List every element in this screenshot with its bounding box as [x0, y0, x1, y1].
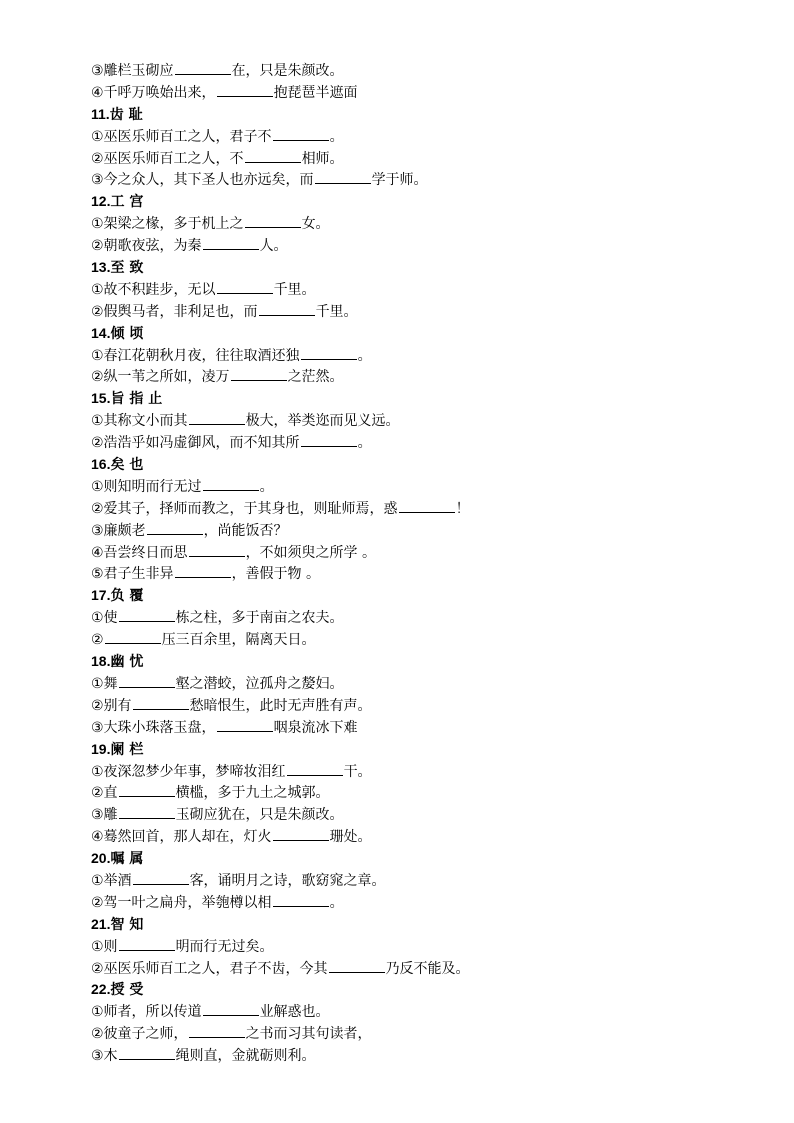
section-characters: 矣 也 — [110, 457, 144, 474]
section-heading — [91, 848, 751, 870]
fill-in-blank[interactable] — [175, 563, 231, 578]
section-characters: 旨 指 止 — [110, 391, 163, 408]
exercise-item — [91, 366, 751, 388]
section-characters: 倾 顷 — [110, 325, 144, 342]
exercise-item — [91, 1045, 751, 1067]
section-number: 19. — [91, 740, 111, 757]
item-text: ②浩浩乎如冯虚御风，而不知其所 — [91, 435, 300, 452]
exercise-item — [91, 892, 751, 914]
item-text: 千里。 — [273, 281, 316, 298]
exercise-item — [91, 673, 751, 695]
fill-in-blank[interactable] — [119, 1045, 175, 1060]
item-text: ②别有 — [91, 697, 132, 714]
section-characters: 授 受 — [110, 982, 144, 999]
item-text: ②驾一叶之扁舟，举匏樽以相 — [91, 894, 272, 911]
section-heading — [91, 257, 751, 279]
item-text: 玉砌应犹在，只是朱颜改。 — [175, 807, 344, 824]
item-text: ④蓦然回首，那人却在，灯火 — [91, 829, 272, 846]
fill-in-blank[interactable] — [217, 717, 273, 732]
section-characters: 工 宫 — [110, 194, 144, 211]
fill-in-blank[interactable] — [147, 520, 203, 535]
worksheet — [91, 60, 751, 1067]
fill-in-blank[interactable] — [245, 148, 301, 163]
item-text: ② — [91, 632, 104, 649]
item-text: 横槛，多于九土之城郭。 — [175, 785, 330, 802]
fill-in-blank[interactable] — [273, 126, 329, 141]
item-text: ②直 — [91, 785, 118, 802]
item-text: ，尚能饭否？ — [203, 522, 288, 539]
section-characters: 嘱 属 — [110, 851, 144, 868]
exercise-item — [91, 1023, 751, 1045]
exercise-item — [91, 1001, 751, 1023]
exercise-item — [91, 169, 751, 191]
item-text: 。 — [357, 435, 372, 452]
item-text: 千里。 — [315, 303, 358, 320]
exercise-item — [91, 279, 751, 301]
item-text: 。 — [259, 478, 274, 495]
section-number: 11. — [91, 105, 110, 122]
section-number: 18. — [91, 653, 111, 670]
item-text: ⑤君子生非异 — [91, 566, 174, 583]
item-text: 壑之潜蛟，泣孤舟之嫠妇。 — [175, 675, 344, 692]
fill-in-blank[interactable] — [203, 235, 259, 250]
exercise-item — [91, 82, 751, 104]
section-characters: 阑 栏 — [110, 741, 144, 758]
fill-in-blank[interactable] — [189, 1023, 245, 1038]
item-text: ③雕 — [91, 807, 118, 824]
exercise-item — [91, 717, 751, 739]
section-number: 21. — [91, 915, 111, 932]
item-text: ②彼童子之师， — [91, 1026, 188, 1043]
item-text: ①使 — [91, 610, 118, 627]
item-text: 珊处。 — [329, 829, 372, 846]
section-heading — [91, 104, 751, 126]
item-text: ①巫医乐师百工之人，君子不 — [91, 128, 272, 145]
item-text: 绳则直，金就砺则利。 — [175, 1048, 316, 1065]
item-text: ①师者，所以传道 — [91, 1004, 202, 1021]
exercise-item — [91, 345, 751, 367]
item-text: 愁暗恨生，此时无声胜有声。 — [189, 697, 372, 714]
fill-in-blank[interactable] — [189, 410, 245, 425]
exercise-item — [91, 148, 751, 170]
exercise-item — [91, 410, 751, 432]
fill-in-blank[interactable] — [133, 870, 189, 885]
item-text: ，不如须臾之所学 。 — [245, 544, 377, 561]
item-text: ①架梁之椽，多于机上之 — [91, 216, 244, 233]
exercise-item — [91, 432, 751, 454]
section-number: 13. — [91, 259, 111, 276]
section-characters: 幽 忧 — [110, 654, 144, 671]
fill-in-blank[interactable] — [259, 301, 315, 316]
section-number: 12. — [91, 193, 111, 210]
item-text: ③今之众人，其下圣人也亦远矣，而 — [91, 172, 314, 189]
exercise-item — [91, 213, 751, 235]
fill-in-blank[interactable] — [273, 892, 329, 907]
fill-in-blank[interactable] — [119, 804, 175, 819]
item-text: ①舞 — [91, 675, 118, 692]
section-characters: 负 覆 — [110, 588, 144, 605]
item-text: 业解惑也。 — [259, 1004, 330, 1021]
item-text: ①故不积跬步，无以 — [91, 281, 216, 298]
item-text: 咽泉流冰下难 — [273, 719, 358, 736]
item-text: ②爱其子，择师而教之，于其身也，则耻师焉，惑 — [91, 500, 398, 517]
section-heading — [91, 651, 751, 673]
section-heading — [91, 914, 751, 936]
section-heading — [91, 191, 751, 213]
item-text: ①举酒 — [91, 872, 132, 889]
exercise-item — [91, 936, 751, 958]
item-text: 相师。 — [301, 150, 344, 167]
item-text: ，善假于物 。 — [231, 566, 321, 583]
fill-in-blank[interactable] — [119, 936, 175, 951]
exercise-item — [91, 826, 751, 848]
item-text: ③廉颇老 — [91, 522, 146, 539]
exercise-item — [91, 542, 751, 564]
item-text: 在，只是朱颜改。 — [231, 63, 344, 79]
item-text: ①则 — [91, 938, 118, 955]
exercise-item — [91, 958, 751, 980]
section-heading — [91, 739, 751, 761]
exercise-item — [91, 761, 751, 783]
section-characters: 齿 耻 — [109, 106, 143, 123]
exercise-item — [91, 60, 751, 82]
fill-in-blank[interactable] — [105, 629, 161, 644]
exercise-item — [91, 126, 751, 148]
item-text: ①其称文小而其 — [91, 413, 188, 430]
section-heading — [91, 388, 751, 410]
item-text: ①春江花朝秋月夜，往往取酒还独 — [91, 347, 300, 364]
fill-in-blank[interactable] — [203, 476, 259, 491]
item-text: ④吾尝终日而思 — [91, 544, 188, 561]
section-characters: 智 知 — [110, 916, 144, 933]
item-text: ④千呼万唤始出来， — [91, 84, 216, 101]
fill-in-blank[interactable] — [231, 366, 287, 381]
section-number: 16. — [91, 456, 111, 473]
item-text: 。 — [329, 128, 344, 145]
section-number: 17. — [91, 587, 111, 604]
fill-in-blank[interactable] — [273, 826, 329, 841]
fill-in-blank[interactable] — [119, 607, 175, 622]
item-text: ③大珠小珠落玉盘， — [91, 719, 216, 736]
fill-in-blank[interactable] — [217, 279, 273, 294]
item-text: 压三百余里，隔离天日。 — [161, 632, 316, 649]
fill-in-blank[interactable] — [189, 542, 245, 557]
item-text: ①则知明而行无过 — [91, 478, 202, 495]
item-text: ①夜深忽梦少年事，梦啼妆泪红 — [91, 763, 286, 780]
item-text: 之茫然。 — [287, 369, 344, 386]
section-number: 14. — [91, 324, 111, 341]
fill-in-blank[interactable] — [301, 345, 357, 360]
exercise-item — [91, 695, 751, 717]
item-text: 栋之柱，多于南亩之农夫。 — [175, 610, 344, 627]
fill-in-blank[interactable] — [119, 673, 175, 688]
section-heading — [91, 979, 751, 1001]
item-text: 明而行无过矣。 — [175, 938, 274, 955]
fill-in-blank[interactable] — [119, 782, 175, 797]
exercise-item — [91, 235, 751, 257]
fill-in-blank[interactable] — [315, 169, 371, 184]
item-text: 人。 — [259, 238, 288, 255]
item-text: ②纵一苇之所如，凌万 — [91, 369, 230, 386]
item-text: 女。 — [301, 216, 330, 233]
exercise-item — [91, 498, 751, 520]
fill-in-blank[interactable] — [287, 761, 343, 776]
exercise-item — [91, 520, 751, 542]
fill-in-blank[interactable] — [217, 82, 273, 97]
item-text: 极大，举类迩而见义远。 — [245, 413, 400, 430]
item-text: 抱琵琶半遮面 — [273, 84, 358, 101]
section-heading — [91, 323, 751, 345]
exercise-item — [91, 870, 751, 892]
item-text: 客，诵明月之诗，歌窈窕之章。 — [189, 872, 386, 889]
fill-in-blank[interactable] — [245, 213, 301, 228]
fill-in-blank[interactable] — [399, 498, 455, 513]
exercise-item — [91, 629, 751, 651]
item-text: 乃反不能及。 — [385, 960, 470, 977]
section-number: 22. — [91, 981, 111, 998]
section-characters: 至 致 — [110, 260, 144, 277]
item-text: 之书而习其句读者， — [245, 1026, 372, 1043]
item-text: ②朝歌夜弦，为秦 — [91, 238, 202, 255]
fill-in-blank[interactable] — [175, 60, 231, 75]
exercise-item — [91, 607, 751, 629]
item-text: ②假舆马者，非利足也，而 — [91, 303, 258, 320]
item-text: ！ — [455, 500, 470, 517]
item-text: ②巫医乐师百工之人，君子不齿，今其 — [91, 960, 328, 977]
section-number: 15. — [91, 390, 111, 407]
exercise-item — [91, 804, 751, 826]
item-text: ②巫医乐师百工之人，不 — [91, 150, 244, 167]
item-text: 。 — [357, 347, 372, 364]
item-text: ③木 — [91, 1048, 118, 1065]
fill-in-blank[interactable] — [301, 432, 357, 447]
section-number: 20. — [91, 850, 111, 867]
exercise-item — [91, 301, 751, 323]
section-heading — [91, 454, 751, 476]
exercise-item — [91, 563, 751, 585]
section-heading — [91, 585, 751, 607]
item-text: 干。 — [343, 763, 372, 780]
fill-in-blank[interactable] — [329, 958, 385, 973]
item-text: 。 — [329, 894, 344, 911]
item-text: 学于师。 — [371, 172, 428, 189]
fill-in-blank[interactable] — [203, 1001, 259, 1016]
fill-in-blank[interactable] — [133, 695, 189, 710]
exercise-item — [91, 782, 751, 804]
item-text: ③雕栏玉砌应 — [91, 63, 174, 79]
exercise-item — [91, 476, 751, 498]
